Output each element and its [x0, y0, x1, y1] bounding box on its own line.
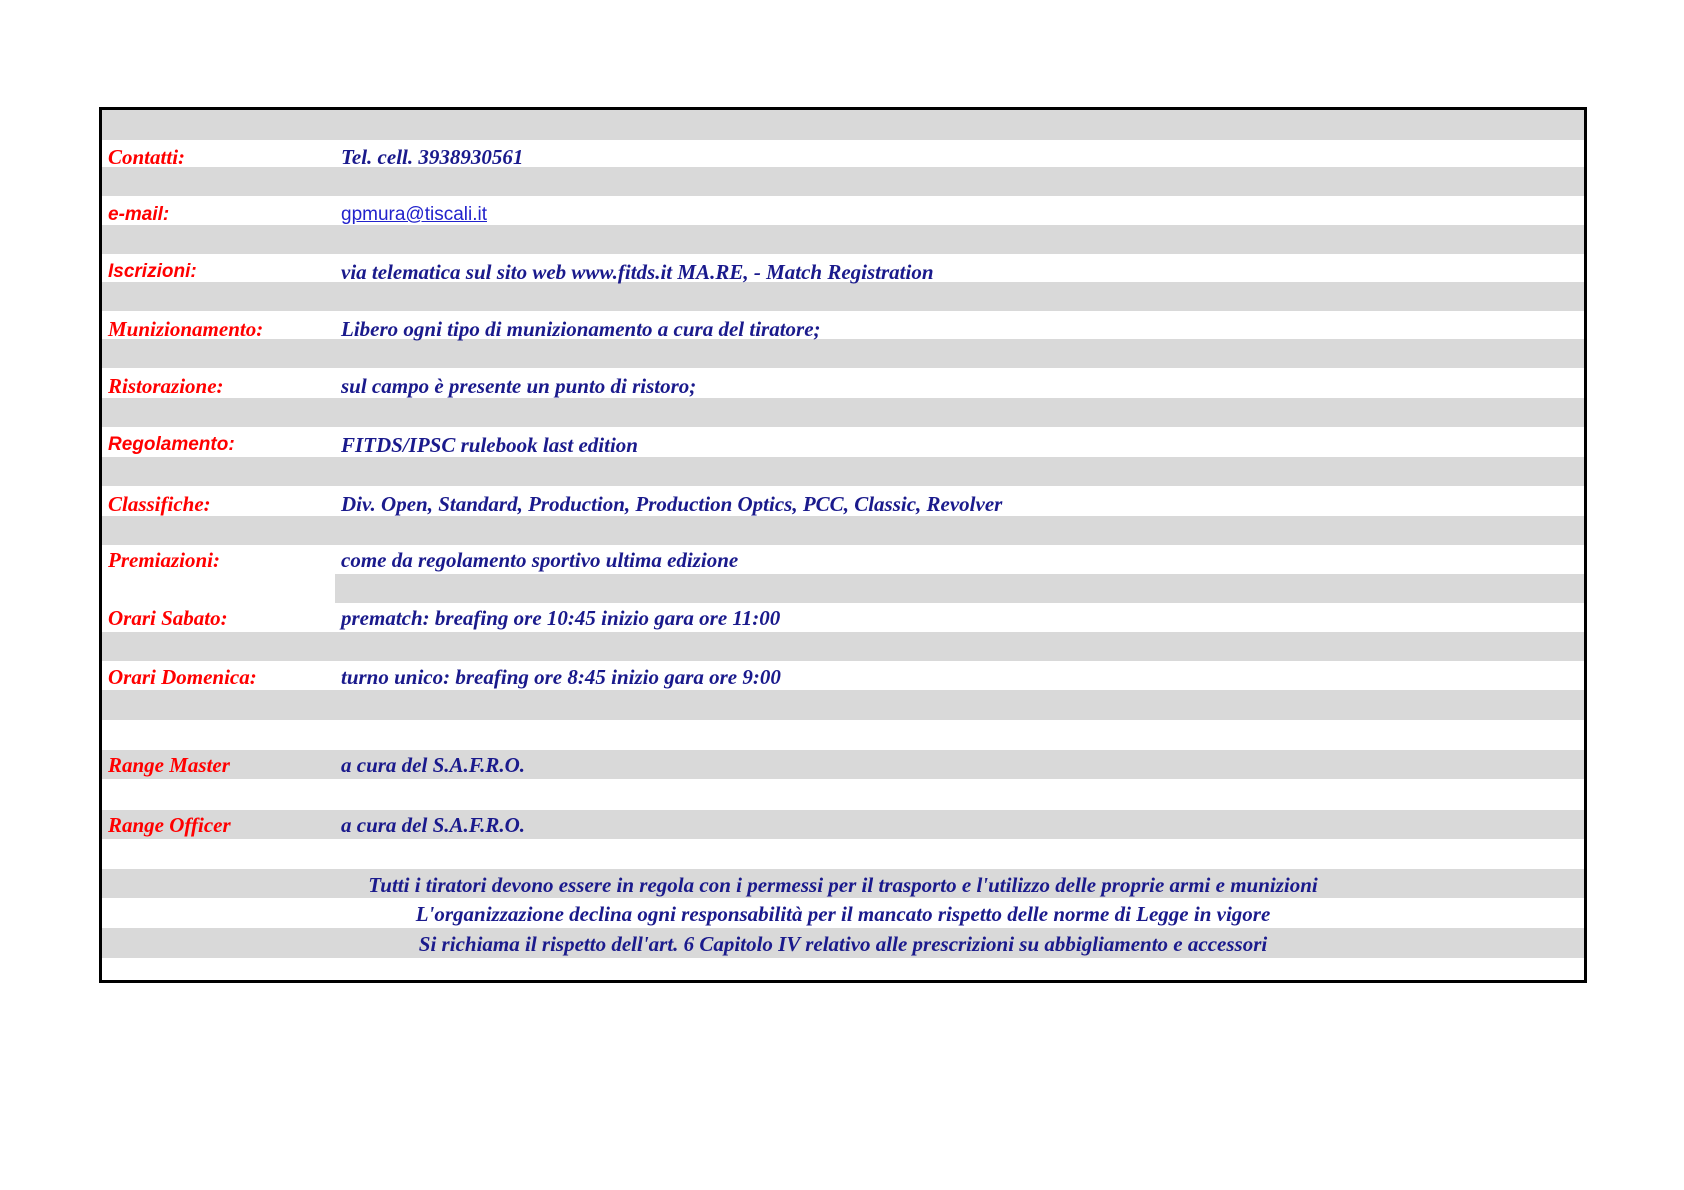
- notice-abbigliamento: Si richiama il rispetto dell'art. 6 Capitolo IV relativo alle prescrizioni su abbigliamento e accessori: [418, 932, 1268, 956]
- row-label: Orari Domenica:: [108, 664, 257, 689]
- row-label: Contatti:: [108, 144, 186, 169]
- band: [102, 167, 1584, 196]
- band: [102, 398, 1584, 427]
- band: [102, 282, 1584, 311]
- row-premiazioni: [102, 546, 1584, 574]
- row-regolamento: [102, 431, 1584, 459]
- row-label: Range Master: [108, 752, 230, 777]
- row-label: Range Officer: [108, 812, 231, 837]
- band: [102, 516, 1584, 545]
- row-classifiche: [102, 490, 1584, 518]
- row-iscrizioni: [102, 258, 1584, 286]
- row-munizionamento: [102, 315, 1584, 343]
- email-link[interactable]: gpmura@tiscali.it: [341, 204, 487, 225]
- row-label: Classifiche:: [108, 491, 211, 516]
- row-value: Div. Open, Standard, Production, Production Optics, PCC, Classic, Revolver: [341, 491, 1003, 516]
- row-value: turno unico: breafing ore 8:45 inizio gara ore 9:00: [341, 664, 781, 689]
- band: [102, 110, 1584, 140]
- band: [102, 339, 1584, 368]
- band: [335, 574, 1584, 603]
- band: [102, 632, 1584, 661]
- notice-responsabilita: L'organizzazione declina ogni responsabilità per il mancato rispetto delle norme di Legge in vigore: [415, 902, 1271, 926]
- notice-permessi: Tutti i tiratori devono essere in regola con i permessi per il trasporto e l'utilizzo delle proprie armi e munizioni: [368, 873, 1318, 897]
- row-value: FITDS/IPSC rulebook last edition: [341, 432, 638, 457]
- row-value: Libero ogni tipo di munizionamento a cura del tiratore;: [341, 316, 821, 341]
- row-email: [102, 201, 1584, 229]
- row-label: e-mail:: [108, 204, 170, 225]
- row-label: Ristorazione:: [108, 373, 224, 398]
- row-ristorazione: [102, 372, 1584, 400]
- row-label: Regolamento:: [108, 434, 235, 455]
- row-range-officer: [102, 811, 1584, 839]
- info-table-frame: [99, 107, 1587, 983]
- band: [102, 457, 1584, 486]
- band: [102, 225, 1584, 254]
- row-value: a cura del S.A.F.R.O.: [341, 752, 525, 777]
- row-value: a cura del S.A.F.R.O.: [341, 812, 525, 837]
- band: [102, 690, 1584, 720]
- row-value: Tel. cell. 3938930561: [341, 144, 524, 169]
- row-value: come da regolamento sportivo ultima edizione: [341, 547, 739, 572]
- row-value: sul campo è presente un punto di ristoro;: [341, 373, 697, 398]
- row-range-master: [102, 751, 1584, 779]
- row-label: Premiazioni:: [108, 547, 221, 572]
- row-contatti: [102, 143, 1584, 171]
- row-label: Iscrizioni:: [108, 261, 197, 282]
- row-orari-domenica: [102, 663, 1584, 691]
- row-label: Orari Sabato:: [108, 605, 228, 630]
- row-value: prematch: breafing ore 10:45 inizio gara ore 11:00: [341, 605, 781, 630]
- row-orari-sabato: [102, 604, 1584, 632]
- row-value: via telematica sul sito web www.fitds.it MA.RE, - Match Registration: [341, 259, 934, 284]
- row-label: Munizionamento:: [108, 316, 264, 341]
